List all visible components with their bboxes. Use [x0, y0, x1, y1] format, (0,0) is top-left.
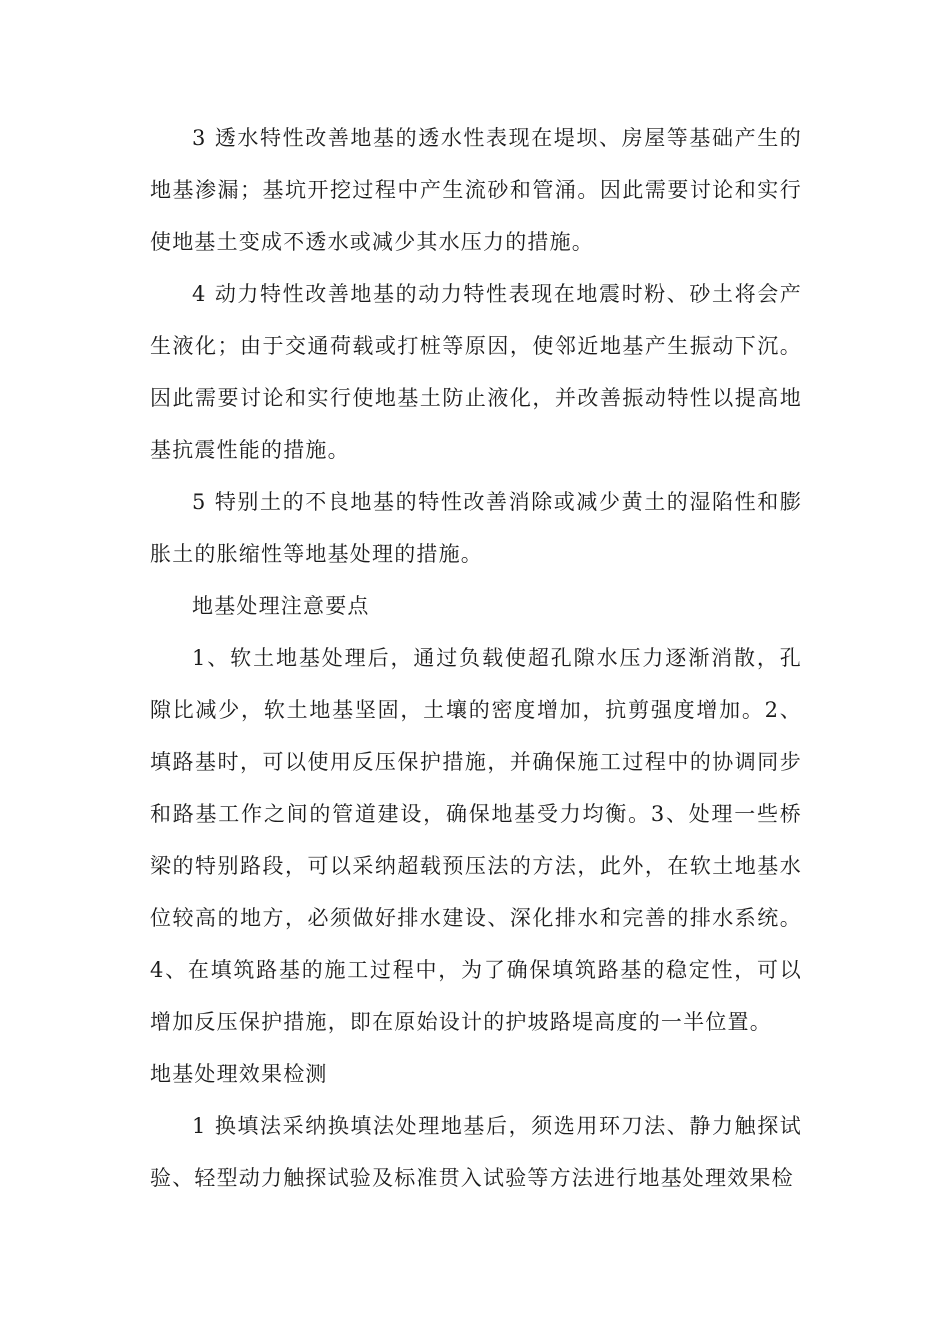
paragraph-key-points [150, 632, 802, 1100]
paragraph-replacement-method: 1 换填法采纳换填法处理地基后，须选用环刀法、静力触探试验、轻型动力触探试验及标准贯入试验等方法进行地基处理效果检 [150, 1114, 802, 1190]
section-heading-effect-detection: 地基处理效果检测 [150, 1062, 328, 1086]
key-points-text: 1、软土地基处理后，通过负载使超孔隙水压力逐渐消散，孔隙比减少，软土地基坚固，土壤的密度增加，抗剪强度增加。2、填路基时，可以使用反压保护措施，并确保施工过程中的协调同步和路基工作之间的管道建设，确保地基受力均衡。3、处理一些桥梁的特别路段，可以采纳超载预压法的方法，此外，在软土地基水位较高的地方，必须做好排水建设、深化排水和完善的排水系统。4、在填筑路基的施工过程中，为了确保填筑路基的稳定性，可以增加反压保护措施，即在原始设计的护坡路堤高度的一半位置。 [150, 646, 802, 1034]
paragraph-special-soil: 5 特别土的不良地基的特性改善消除或减少黄土的湿陷性和膨胀土的胀缩性等地基处理的措施。 [150, 490, 802, 566]
document-body [150, 112, 802, 1204]
paragraph-dynamic-properties: 4 动力特性改善地基的动力特性表现在地震时粉、砂土将会产生液化；由于交通荷载或打桩等原因，使邻近地基产生振动下沉。因此需要讨论和实行使地基土防止液化，并改善振动特性以提高地基抗震性能的措施。 [150, 282, 802, 462]
paragraph-permeability: 3 透水特性改善地基的透水性表现在堤坝、房屋等基础产生的地基渗漏；基坑开挖过程中产生流砂和管涌。因此需要讨论和实行使地基土变成不透水或减少其水压力的措施。 [150, 126, 802, 254]
section-heading-key-points: 地基处理注意要点 [192, 594, 370, 618]
